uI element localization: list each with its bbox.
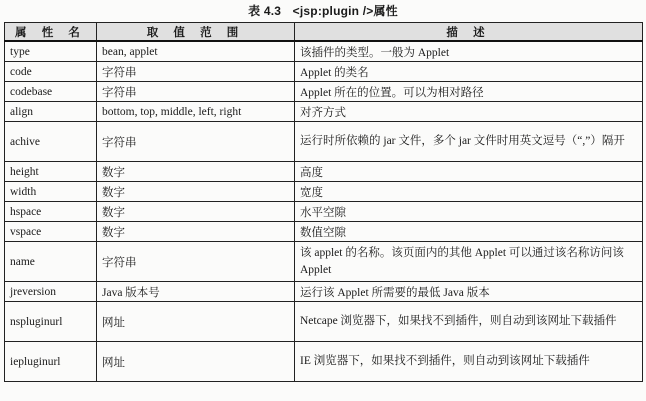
description-cell: 水平空隙 xyxy=(295,202,643,222)
value-range-cell: bean, applet xyxy=(97,41,295,62)
table-row xyxy=(5,102,643,122)
table-row xyxy=(5,162,643,182)
description-cell: 该插件的类型。一般为 Applet xyxy=(295,41,643,62)
header-attribute-name: 属 性 名 xyxy=(5,23,97,42)
table-number: 表 4.3 xyxy=(248,4,282,18)
value-range-cell: 字符串 xyxy=(97,122,295,162)
description-cell: Applet 的类名 xyxy=(295,62,643,82)
table-row xyxy=(5,342,643,382)
description-cell: 运行该 Applet 所需要的最低 Java 版本 xyxy=(295,282,643,302)
value-range-cell: 网址 xyxy=(97,302,295,342)
table-row xyxy=(5,182,643,202)
description-cell: Applet 所在的位置。可以为相对路径 xyxy=(295,82,643,102)
table-row xyxy=(5,82,643,102)
header-value-range: 取 值 范 围 xyxy=(97,23,295,42)
value-range-cell: 字符串 xyxy=(97,62,295,82)
value-range-cell: bottom, top, middle, left, right xyxy=(97,102,295,122)
value-range-cell: 数字 xyxy=(97,222,295,242)
attribute-name-cell: achive xyxy=(5,122,97,162)
attribute-name-cell: vspace xyxy=(5,222,97,242)
value-range-cell: 数字 xyxy=(97,162,295,182)
description-cell: 高度 xyxy=(295,162,643,182)
description-cell: Netcape 浏览器下，如果找不到插件，则自动到该网址下载插件 xyxy=(295,302,643,342)
description-cell: 该 applet 的名称。该页面内的其他 Applet 可以通过该名称访问该 Applet xyxy=(295,242,643,282)
attribute-name-cell: width xyxy=(5,182,97,202)
attribute-name-cell: hspace xyxy=(5,202,97,222)
table-row xyxy=(5,302,643,342)
table-row xyxy=(5,222,643,242)
description-cell: 数值空隙 xyxy=(295,222,643,242)
attribute-name-cell: code xyxy=(5,62,97,82)
table-row xyxy=(5,41,643,62)
attribute-name-cell: iepluginurl xyxy=(5,342,97,382)
table-row xyxy=(5,202,643,222)
table-caption xyxy=(0,1,646,21)
header-description: 描 述 xyxy=(295,23,643,42)
value-range-cell: 网址 xyxy=(97,342,295,382)
attributes-table xyxy=(4,22,643,382)
description-cell: 运行时所依赖的 jar 文件，多个 jar 文件时用英文逗号（“,”）隔开 xyxy=(295,122,643,162)
attribute-name-cell: jreversion xyxy=(5,282,97,302)
attribute-name-cell: height xyxy=(5,162,97,182)
description-cell: 对齐方式 xyxy=(295,102,643,122)
table-row xyxy=(5,242,643,282)
table-row xyxy=(5,62,643,82)
attribute-name-cell: type xyxy=(5,41,97,62)
value-range-cell: 字符串 xyxy=(97,242,295,282)
table-row xyxy=(5,282,643,302)
value-range-cell: 数字 xyxy=(97,182,295,202)
value-range-cell: 字符串 xyxy=(97,82,295,102)
attribute-name-cell: align xyxy=(5,102,97,122)
table-title: <jsp:plugin />属性 xyxy=(292,4,398,18)
header-row xyxy=(5,23,643,42)
value-range-cell: 数字 xyxy=(97,202,295,222)
description-cell: 宽度 xyxy=(295,182,643,202)
table-row xyxy=(5,122,643,162)
value-range-cell: Java 版本号 xyxy=(97,282,295,302)
attribute-name-cell: name xyxy=(5,242,97,282)
attribute-name-cell: nspluginurl xyxy=(5,302,97,342)
attribute-name-cell: codebase xyxy=(5,82,97,102)
description-cell: IE 浏览器下，如果找不到插件，则自动到该网址下载插件 xyxy=(295,342,643,382)
